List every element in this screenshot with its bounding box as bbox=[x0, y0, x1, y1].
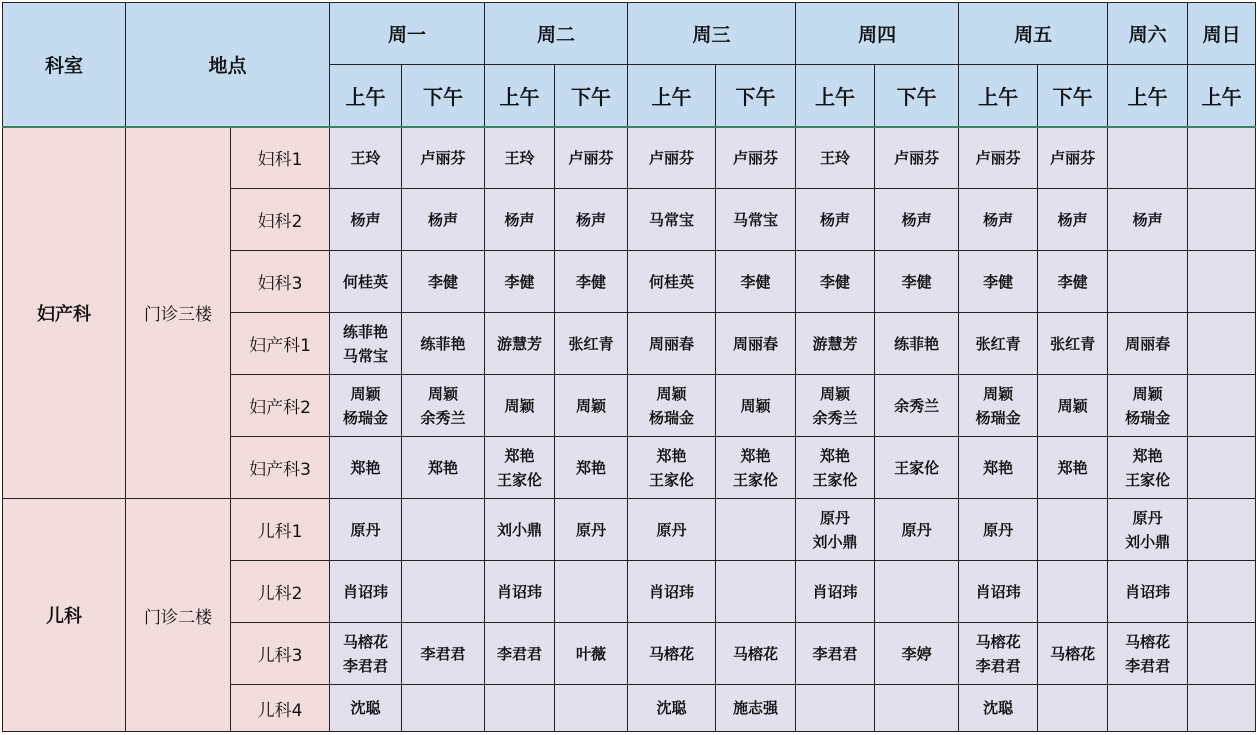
schedule-cell: 沈聪 bbox=[959, 685, 1038, 732]
schedule-cell: 练菲艳 bbox=[402, 313, 485, 375]
schedule-cell: 周丽春 bbox=[1108, 313, 1188, 375]
schedule-cell: 周颖 bbox=[555, 375, 628, 437]
header-halfday-am: 上午 bbox=[1108, 65, 1188, 127]
header-halfday-am: 上午 bbox=[485, 65, 555, 127]
department-name: 儿科 bbox=[3, 499, 126, 732]
table-row bbox=[3, 499, 1256, 561]
schedule-cell bbox=[402, 499, 485, 561]
schedule-cell bbox=[1108, 685, 1188, 732]
header-halfday-pm: 下午 bbox=[402, 65, 485, 127]
schedule-cell: 卢丽芬 bbox=[628, 127, 716, 189]
schedule-cell: 郑艳 bbox=[959, 437, 1038, 499]
schedule-cell: 周颖 余秀兰 bbox=[402, 375, 485, 437]
header-day-thu: 周四 bbox=[796, 3, 959, 65]
schedule-cell: 李君君 bbox=[796, 623, 875, 685]
schedule-cell: 李健 bbox=[485, 251, 555, 313]
room-name: 妇科2 bbox=[231, 189, 330, 251]
schedule-cell bbox=[1038, 561, 1108, 623]
schedule-cell: 郑艳 王家伦 bbox=[1108, 437, 1188, 499]
schedule-cell bbox=[1188, 623, 1256, 685]
header-day-sat: 周六 bbox=[1108, 3, 1188, 65]
schedule-cell: 李君君 bbox=[485, 623, 555, 685]
schedule-cell: 周颖 杨瑞金 bbox=[330, 375, 402, 437]
schedule-cell: 马榕花 bbox=[716, 623, 796, 685]
schedule-cell: 肖诏玮 bbox=[959, 561, 1038, 623]
schedule-cell: 李健 bbox=[796, 251, 875, 313]
schedule-cell: 杨声 bbox=[796, 189, 875, 251]
schedule-cell bbox=[402, 561, 485, 623]
schedule-cell: 郑艳 bbox=[402, 437, 485, 499]
schedule-cell: 周颖 杨瑞金 bbox=[628, 375, 716, 437]
schedule-cell: 王玲 bbox=[796, 127, 875, 189]
schedule-cell bbox=[875, 561, 959, 623]
schedule-cell: 刘小鼎 bbox=[485, 499, 555, 561]
header-halfday-pm: 下午 bbox=[555, 65, 628, 127]
schedule-cell: 李婷 bbox=[875, 623, 959, 685]
schedule-table bbox=[2, 2, 1256, 732]
room-name: 妇产科3 bbox=[231, 437, 330, 499]
schedule-cell: 卢丽芬 bbox=[555, 127, 628, 189]
schedule-cell: 李君君 bbox=[402, 623, 485, 685]
schedule-cell: 叶薇 bbox=[555, 623, 628, 685]
schedule-cell: 施志强 bbox=[716, 685, 796, 732]
schedule-cell bbox=[1188, 127, 1256, 189]
schedule-cell: 周颖 bbox=[716, 375, 796, 437]
schedule-cell bbox=[1188, 437, 1256, 499]
schedule-cell: 游慧芳 bbox=[485, 313, 555, 375]
room-name: 儿科4 bbox=[231, 685, 330, 732]
header-day-tue: 周二 bbox=[485, 3, 628, 65]
room-name: 妇科1 bbox=[231, 127, 330, 189]
schedule-cell: 王家伦 bbox=[875, 437, 959, 499]
schedule-cell: 杨声 bbox=[330, 189, 402, 251]
schedule-cell: 张红青 bbox=[1038, 313, 1108, 375]
schedule-cell: 李健 bbox=[959, 251, 1038, 313]
schedule-cell: 周颖 bbox=[1038, 375, 1108, 437]
schedule-cell: 杨声 bbox=[555, 189, 628, 251]
schedule-cell bbox=[555, 685, 628, 732]
header-day-wed: 周三 bbox=[628, 3, 796, 65]
schedule-cell bbox=[1188, 685, 1256, 732]
schedule-cell: 肖诏玮 bbox=[1108, 561, 1188, 623]
room-name: 妇产科1 bbox=[231, 313, 330, 375]
schedule-cell bbox=[402, 685, 485, 732]
schedule-cell: 何桂英 bbox=[628, 251, 716, 313]
schedule-cell: 周颖 余秀兰 bbox=[796, 375, 875, 437]
room-name: 儿科2 bbox=[231, 561, 330, 623]
schedule-cell: 原丹 bbox=[628, 499, 716, 561]
schedule-cell: 原丹 bbox=[959, 499, 1038, 561]
schedule-cell: 余秀兰 bbox=[875, 375, 959, 437]
schedule-cell bbox=[716, 561, 796, 623]
schedule-cell: 卢丽芬 bbox=[875, 127, 959, 189]
header-dept: 科室 bbox=[3, 3, 126, 127]
schedule-cell: 原丹 刘小鼎 bbox=[1108, 499, 1188, 561]
room-name: 妇科3 bbox=[231, 251, 330, 313]
schedule-cell: 张红青 bbox=[959, 313, 1038, 375]
schedule-cell: 张红青 bbox=[555, 313, 628, 375]
schedule-cell bbox=[1188, 251, 1256, 313]
schedule-cell: 杨声 bbox=[959, 189, 1038, 251]
schedule-cell: 练菲艳 马常宝 bbox=[330, 313, 402, 375]
header-day-sun: 周日 bbox=[1188, 3, 1256, 65]
schedule-cell: 马榕花 李君君 bbox=[959, 623, 1038, 685]
schedule-cell: 李健 bbox=[716, 251, 796, 313]
schedule-cell: 练菲艳 bbox=[875, 313, 959, 375]
schedule-cell bbox=[716, 499, 796, 561]
schedule-cell bbox=[1108, 251, 1188, 313]
department-location: 门诊三楼 bbox=[126, 127, 231, 499]
schedule-cell: 卢丽芬 bbox=[402, 127, 485, 189]
schedule-cell bbox=[875, 685, 959, 732]
header-day-fri: 周五 bbox=[959, 3, 1108, 65]
schedule-cell: 肖诏玮 bbox=[330, 561, 402, 623]
header-halfday-am: 上午 bbox=[628, 65, 716, 127]
schedule-cell: 杨声 bbox=[875, 189, 959, 251]
schedule-cell: 李健 bbox=[402, 251, 485, 313]
schedule-cell: 李健 bbox=[555, 251, 628, 313]
schedule-cell: 马榕花 bbox=[1038, 623, 1108, 685]
schedule-cell: 原丹 刘小鼎 bbox=[796, 499, 875, 561]
schedule-cell: 马榕花 李君君 bbox=[330, 623, 402, 685]
schedule-cell: 杨声 bbox=[402, 189, 485, 251]
schedule-cell bbox=[1038, 499, 1108, 561]
schedule-cell: 周颖 杨瑞金 bbox=[1108, 375, 1188, 437]
header-halfday-am: 上午 bbox=[796, 65, 875, 127]
schedule-cell bbox=[1188, 313, 1256, 375]
header-halfday-pm: 下午 bbox=[1038, 65, 1108, 127]
header-halfday-pm: 下午 bbox=[875, 65, 959, 127]
schedule-cell: 卢丽芬 bbox=[959, 127, 1038, 189]
schedule-cell bbox=[1188, 499, 1256, 561]
header-halfday-pm: 下午 bbox=[716, 65, 796, 127]
header-location: 地点 bbox=[126, 3, 330, 127]
schedule-cell bbox=[1038, 685, 1108, 732]
schedule-cell: 王玲 bbox=[330, 127, 402, 189]
schedule-cell: 周丽春 bbox=[628, 313, 716, 375]
department-location: 门诊二楼 bbox=[126, 499, 231, 732]
schedule-cell: 肖诏玮 bbox=[796, 561, 875, 623]
schedule-cell bbox=[485, 685, 555, 732]
schedule-cell: 李健 bbox=[875, 251, 959, 313]
schedule-cell: 游慧芳 bbox=[796, 313, 875, 375]
schedule-cell: 周颖 杨瑞金 bbox=[959, 375, 1038, 437]
schedule-cell bbox=[555, 561, 628, 623]
schedule-cell: 肖诏玮 bbox=[628, 561, 716, 623]
schedule-cell: 杨声 bbox=[485, 189, 555, 251]
schedule-cell: 沈聪 bbox=[628, 685, 716, 732]
schedule-cell: 卢丽芬 bbox=[716, 127, 796, 189]
schedule-cell: 沈聪 bbox=[330, 685, 402, 732]
schedule-cell: 郑艳 bbox=[555, 437, 628, 499]
schedule-cell bbox=[1188, 375, 1256, 437]
table-row bbox=[3, 127, 1256, 189]
schedule-cell: 郑艳 王家伦 bbox=[628, 437, 716, 499]
room-name: 儿科3 bbox=[231, 623, 330, 685]
schedule-cell bbox=[1188, 561, 1256, 623]
schedule-cell: 原丹 bbox=[875, 499, 959, 561]
schedule-cell: 马常宝 bbox=[628, 189, 716, 251]
schedule-cell: 周颖 bbox=[485, 375, 555, 437]
schedule-cell: 郑艳 王家伦 bbox=[485, 437, 555, 499]
header-halfday-am: 上午 bbox=[1188, 65, 1256, 127]
schedule-cell: 郑艳 bbox=[330, 437, 402, 499]
schedule-cell bbox=[796, 685, 875, 732]
schedule-cell: 卢丽芬 bbox=[1038, 127, 1108, 189]
schedule-cell bbox=[1108, 127, 1188, 189]
schedule-cell: 马榕花 bbox=[628, 623, 716, 685]
schedule-cell: 原丹 bbox=[555, 499, 628, 561]
header-halfday-am: 上午 bbox=[330, 65, 402, 127]
room-name: 妇产科2 bbox=[231, 375, 330, 437]
schedule-cell: 杨声 bbox=[1108, 189, 1188, 251]
schedule-cell: 马榕花 李君君 bbox=[1108, 623, 1188, 685]
schedule-cell: 马常宝 bbox=[716, 189, 796, 251]
room-name: 儿科1 bbox=[231, 499, 330, 561]
schedule-cell: 杨声 bbox=[1038, 189, 1108, 251]
schedule-cell: 郑艳 王家伦 bbox=[796, 437, 875, 499]
schedule-cell: 王玲 bbox=[485, 127, 555, 189]
schedule-cell: 李健 bbox=[1038, 251, 1108, 313]
schedule-cell: 原丹 bbox=[330, 499, 402, 561]
schedule-cell: 郑艳 王家伦 bbox=[716, 437, 796, 499]
schedule-cell: 肖诏玮 bbox=[485, 561, 555, 623]
schedule-cell: 郑艳 bbox=[1038, 437, 1108, 499]
schedule-cell: 周丽春 bbox=[716, 313, 796, 375]
header-day-mon: 周一 bbox=[330, 3, 485, 65]
header-halfday-am: 上午 bbox=[959, 65, 1038, 127]
schedule-cell bbox=[1188, 189, 1256, 251]
schedule-cell: 何桂英 bbox=[330, 251, 402, 313]
department-name: 妇产科 bbox=[3, 127, 126, 499]
